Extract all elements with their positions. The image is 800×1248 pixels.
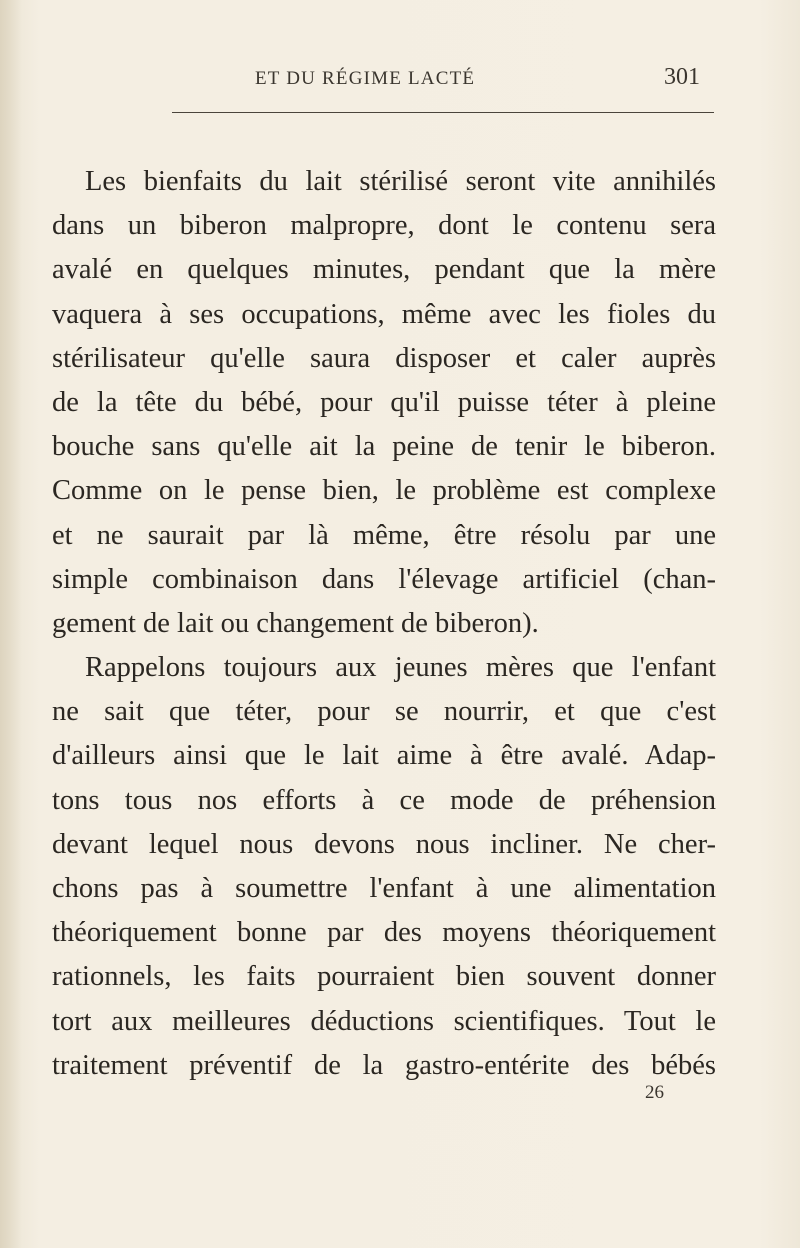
text-line: Comme on le pense bien, le problème est complexe xyxy=(52,475,716,507)
text-line: chons pas à soumettre l'enfant à une alimentation xyxy=(52,873,716,904)
text-line: traitement préventif de la gastro-entérite des bébés xyxy=(52,1049,716,1081)
text-line: avalé en quelques minutes, pendant que la mère xyxy=(52,254,716,286)
text-line: tort aux meilleures déductions scientifiques. Tout le xyxy=(52,1005,716,1037)
text-line: et ne saurait par là même, être résolu par une xyxy=(52,519,716,551)
body-text xyxy=(52,160,716,1088)
text-line: rationnels, les faits pourraient bien souvent donner xyxy=(52,961,716,993)
text-line: stérilisateur qu'elle saura disposer et caler auprès xyxy=(52,342,716,374)
text-line: bouche sans qu'elle ait la peine de tenir le biberon. xyxy=(52,431,716,463)
text-line: vaquera à ses occupations, même avec les fioles du xyxy=(52,298,716,330)
page-gutter-shadow xyxy=(0,0,22,1248)
text-line: tons tous nos efforts à ce mode de préhension xyxy=(52,784,716,816)
text-line: d'ailleurs ainsi que le lait aime à être avalé. Adap- xyxy=(52,740,716,772)
text-line: Rappelons toujours aux jeunes mères que l'enfant xyxy=(85,652,716,684)
running-head: ET DU RÉGIME LACTÉ xyxy=(255,68,476,89)
text-line: devant lequel nous devons nous incliner. Ne cher- xyxy=(52,828,716,860)
text-line: gement de lait ou changement de biberon). xyxy=(52,607,539,639)
text-line: théoriquement bonne par des moyens théoriquement xyxy=(52,917,716,949)
text-line: ne sait que téter, pour se nourrir, et que c'est xyxy=(52,696,716,728)
header-rule xyxy=(172,112,714,113)
text-line: de la tête du bébé, pour qu'il puisse téter à pleine xyxy=(52,386,716,418)
text-line: simple combinaison dans l'élevage artificiel (chan- xyxy=(52,563,716,595)
signature-mark: 26 xyxy=(645,1082,664,1103)
text-line: Les bienfaits du lait stérilisé seront vite annihilés xyxy=(85,166,716,197)
page-number: 301 xyxy=(664,64,700,90)
text-line: dans un biberon malpropre, dont le contenu sera xyxy=(52,210,716,242)
